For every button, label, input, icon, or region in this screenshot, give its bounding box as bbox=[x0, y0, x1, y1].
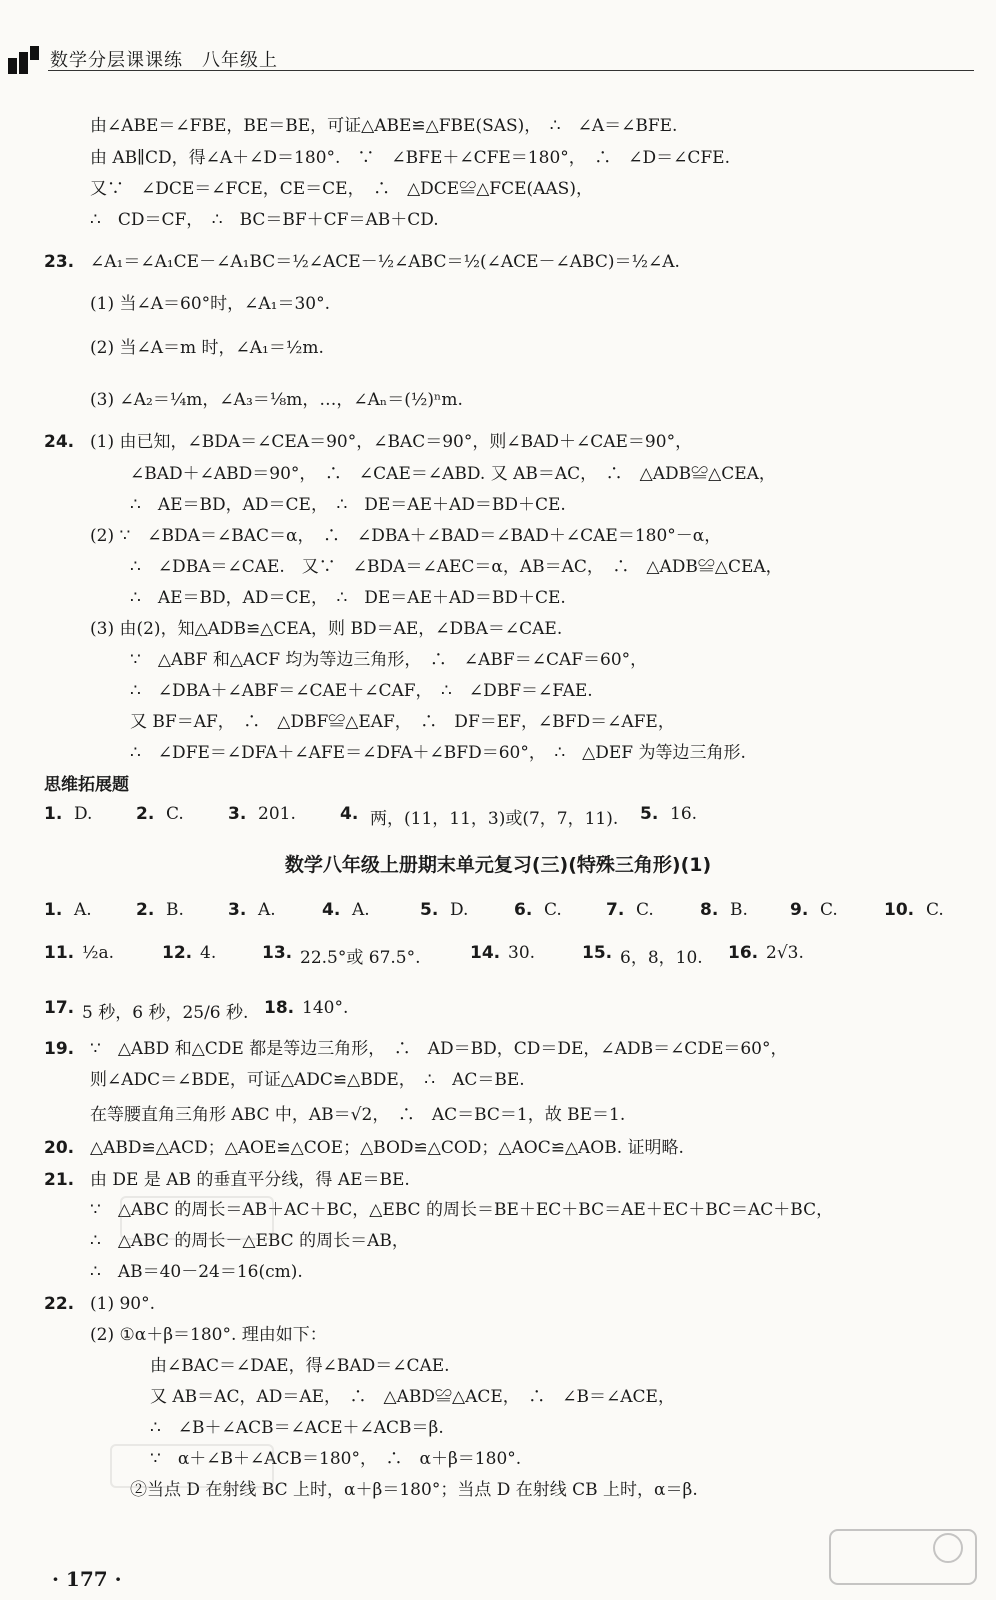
question-number: 2. bbox=[136, 900, 155, 920]
answer-line: ∵ △ABC 的周长＝AB＋AC＋BC，△EBC 的周长＝BE＋EC＋BC＝AE＋EC＋BC＝AC＋BC， bbox=[90, 1200, 834, 1220]
answer-line: ∴ AE＝BD，AD＝CE， ∴ DE＝AE＋AD＝BD＋CE. bbox=[130, 495, 566, 515]
answer-line: ∴ ∠DFE＝∠DFA＋∠AFE＝∠DFA＋∠BFD＝60°， ∴ △DEF 为等边三角形. bbox=[130, 743, 746, 763]
answer-value: B. bbox=[166, 900, 184, 920]
answer-value: 140°. bbox=[302, 998, 349, 1018]
answer-value: 两，(11，11，3)或(7，7，11). bbox=[370, 809, 619, 829]
question-number: 10. bbox=[884, 900, 915, 920]
question-number: 5. bbox=[640, 804, 659, 824]
answer-line: (1) 90°. bbox=[90, 1294, 156, 1314]
answer-line: ∴ ∠DBA＝∠CAE. 又∵ ∠BDA＝∠AEC＝α，AB＝AC， ∴ △ADB≌△CEA， bbox=[130, 557, 783, 577]
question-number: 4. bbox=[340, 804, 359, 824]
answer-line: 又 AB＝AC，AD＝AE， ∴ △ABD≌△ACE， ∴ ∠B＝∠ACE， bbox=[150, 1387, 675, 1407]
answer-value: A. bbox=[74, 900, 92, 920]
answer-value: A. bbox=[352, 900, 370, 920]
question-number: 23. bbox=[44, 252, 75, 272]
answer-line: (2) ∵ ∠BDA＝∠BAC＝α， ∴ ∠DBA＋∠BAD＝∠BAD＋∠CAE＝180°－α， bbox=[90, 526, 722, 546]
answer-value: C. bbox=[926, 900, 944, 920]
question-number: 21. bbox=[44, 1170, 75, 1190]
question-number: 8. bbox=[700, 900, 719, 920]
answer-line: (2) 当∠A＝m 时，∠A₁＝½m. bbox=[90, 338, 324, 358]
answer-value: C. bbox=[820, 900, 838, 920]
answer-line: ∴ AE＝BD，AD＝CE， ∴ DE＝AE＋AD＝BD＋CE. bbox=[130, 588, 566, 608]
question-number: 7. bbox=[606, 900, 625, 920]
question-number: 24. bbox=[44, 432, 75, 452]
question-number: 3. bbox=[228, 900, 247, 920]
question-number: 6. bbox=[514, 900, 533, 920]
answer-line: 由 DE 是 AB 的垂直平分线，得 AE＝BE. bbox=[90, 1170, 410, 1190]
answer-line: (2) ①α＋β＝180°. 理由如下： bbox=[90, 1325, 327, 1345]
answer-line: ∴ ∠DBA＋∠ABF＝∠CAE＋∠CAF， ∴ ∠DBF＝∠FAE. bbox=[130, 681, 593, 701]
answer-line: (3) ∠A₂＝¼m，∠A₃＝⅛m，…，∠Aₙ＝(½)ⁿm. bbox=[90, 390, 463, 410]
question-number: 22. bbox=[44, 1294, 75, 1314]
stamp-mark bbox=[120, 1196, 274, 1240]
answer-line: (1) 当∠A＝60°时，∠A₁＝30°. bbox=[90, 294, 331, 314]
answer-value: B. bbox=[730, 900, 748, 920]
answer-line: △ABD≌△ACD；△AOE≌△COE；△BOD≌△COD；△AOC≌△AOB. 证明略. bbox=[90, 1138, 684, 1158]
question-number: 17. bbox=[44, 998, 75, 1018]
watermark-logo-icon bbox=[828, 1526, 978, 1588]
answer-value: C. bbox=[636, 900, 654, 920]
question-number: 15. bbox=[582, 943, 613, 963]
answer-line: 则∠ADC＝∠BDE，可证△ADC≌△BDE， ∴ AC＝BE. bbox=[90, 1070, 525, 1090]
question-number: 2. bbox=[136, 804, 155, 824]
answer-line: ∠A₁＝∠A₁CE－∠A₁BC＝½∠ACE－½∠ABC＝½(∠ACE－∠ABC)＝½∠A. bbox=[90, 252, 680, 272]
answer-line: 在等腰直角三角形 ABC 中，AB＝√2， ∴ AC＝BC＝1，故 BE＝1. bbox=[90, 1105, 626, 1125]
answer-value: A. bbox=[258, 900, 276, 920]
answer-value: 2√3. bbox=[766, 943, 804, 963]
answer-line: ∴ △ABC 的周长－△EBC 的周长＝AB， bbox=[90, 1231, 409, 1251]
answer-value: 22.5°或 67.5°. bbox=[300, 948, 421, 968]
answer-value: 6，8，10. bbox=[620, 948, 703, 968]
chapter-title: 数学八年级上册期末单元复习(三)(特殊三角形)(1) bbox=[284, 854, 712, 876]
header-divider bbox=[48, 70, 974, 71]
question-number: 11. bbox=[44, 943, 75, 963]
question-number: 12. bbox=[162, 943, 193, 963]
book-logo-icon bbox=[8, 46, 44, 76]
answer-value: D. bbox=[450, 900, 469, 920]
answer-value: C. bbox=[544, 900, 562, 920]
question-number: 14. bbox=[470, 943, 501, 963]
question-number: 16. bbox=[728, 943, 759, 963]
answer-line: ∴ ∠B＋∠ACB＝∠ACE＋∠ACB＝β. bbox=[150, 1418, 444, 1438]
answer-line: (3) 由(2)，知△ADB≌△CEA，则 BD＝AE，∠DBA＝∠CAE. bbox=[90, 619, 563, 639]
answer-value: C. bbox=[166, 804, 184, 824]
question-number: 13. bbox=[262, 943, 293, 963]
answer-value: 201. bbox=[258, 804, 296, 824]
answer-value: D. bbox=[74, 804, 93, 824]
question-number: 3. bbox=[228, 804, 247, 824]
answer-line: ∵ △ABF 和△ACF 均为等边三角形， ∴ ∠ABF＝∠CAF＝60°， bbox=[130, 650, 648, 670]
answer-value: ½a. bbox=[82, 943, 115, 963]
answer-line: 又∵ ∠DCE＝∠FCE，CE＝CE， ∴ △DCE≌△FCE(AAS)， bbox=[90, 179, 593, 199]
answer-line: 由∠BAC＝∠DAE，得∠BAD＝∠CAE. bbox=[150, 1356, 450, 1376]
answer-line: ∵ △ABD 和△CDE 都是等边三角形， ∴ AD＝BD，CD＝DE，∠ADB＝∠CDE＝60°， bbox=[90, 1039, 788, 1059]
question-number: 1. bbox=[44, 804, 63, 824]
answer-line: ∴ CD＝CF， ∴ BC＝BF＋CF＝AB＋CD. bbox=[90, 210, 439, 230]
answer-value: 16. bbox=[670, 804, 698, 824]
section-heading: 思维拓展题 bbox=[44, 775, 129, 795]
question-number: 18. bbox=[264, 998, 295, 1018]
answer-line: ∵ α＋∠B＋∠ACB＝180°， ∴ α＋β＝180°. bbox=[150, 1449, 522, 1469]
question-number: 9. bbox=[790, 900, 809, 920]
answer-value: 4. bbox=[200, 943, 217, 963]
stamp-mark bbox=[110, 1444, 274, 1488]
question-number: 20. bbox=[44, 1138, 75, 1158]
question-number: 1. bbox=[44, 900, 63, 920]
answer-line: 由∠ABE＝∠FBE，BE＝BE，可证△ABE≌△FBE(SAS)， ∴ ∠A＝∠BFE. bbox=[90, 116, 678, 136]
question-number: 4. bbox=[322, 900, 341, 920]
answer-line: ∴ AB＝40－24＝16(cm). bbox=[90, 1262, 303, 1282]
page-number: · 177 · bbox=[52, 1567, 122, 1591]
header-title: 数学分层课课练 八年级上 bbox=[50, 50, 278, 71]
answer-line: 又 BF＝AF， ∴ △DBF≌△EAF， ∴ DF＝EF，∠BFD＝∠AFE， bbox=[130, 712, 675, 732]
answer-line: 由 AB∥CD，得∠A＋∠D＝180°. ∵ ∠BFE＋∠CFE＝180°， ∴ ∠D＝∠CFE. bbox=[90, 148, 730, 168]
question-number: 19. bbox=[44, 1039, 75, 1059]
answer-line: (1) 由已知，∠BDA＝∠CEA＝90°，∠BAC＝90°，则∠BAD＋∠CAE＝90°， bbox=[90, 432, 693, 452]
answer-value: 5 秒，6 秒，25/6 秒. bbox=[82, 1003, 249, 1023]
page-header bbox=[0, 0, 996, 80]
question-number: 5. bbox=[420, 900, 439, 920]
answer-line: ∠BAD＋∠ABD＝90°， ∴ ∠CAE＝∠ABD. 又 AB＝AC， ∴ △ADB≌△CEA， bbox=[130, 464, 776, 484]
answer-line: ②当点 D 在射线 BC 上时，α＋β＝180°；当点 D 在射线 CB 上时，α＝β. bbox=[130, 1480, 698, 1500]
answer-value: 30. bbox=[508, 943, 536, 963]
